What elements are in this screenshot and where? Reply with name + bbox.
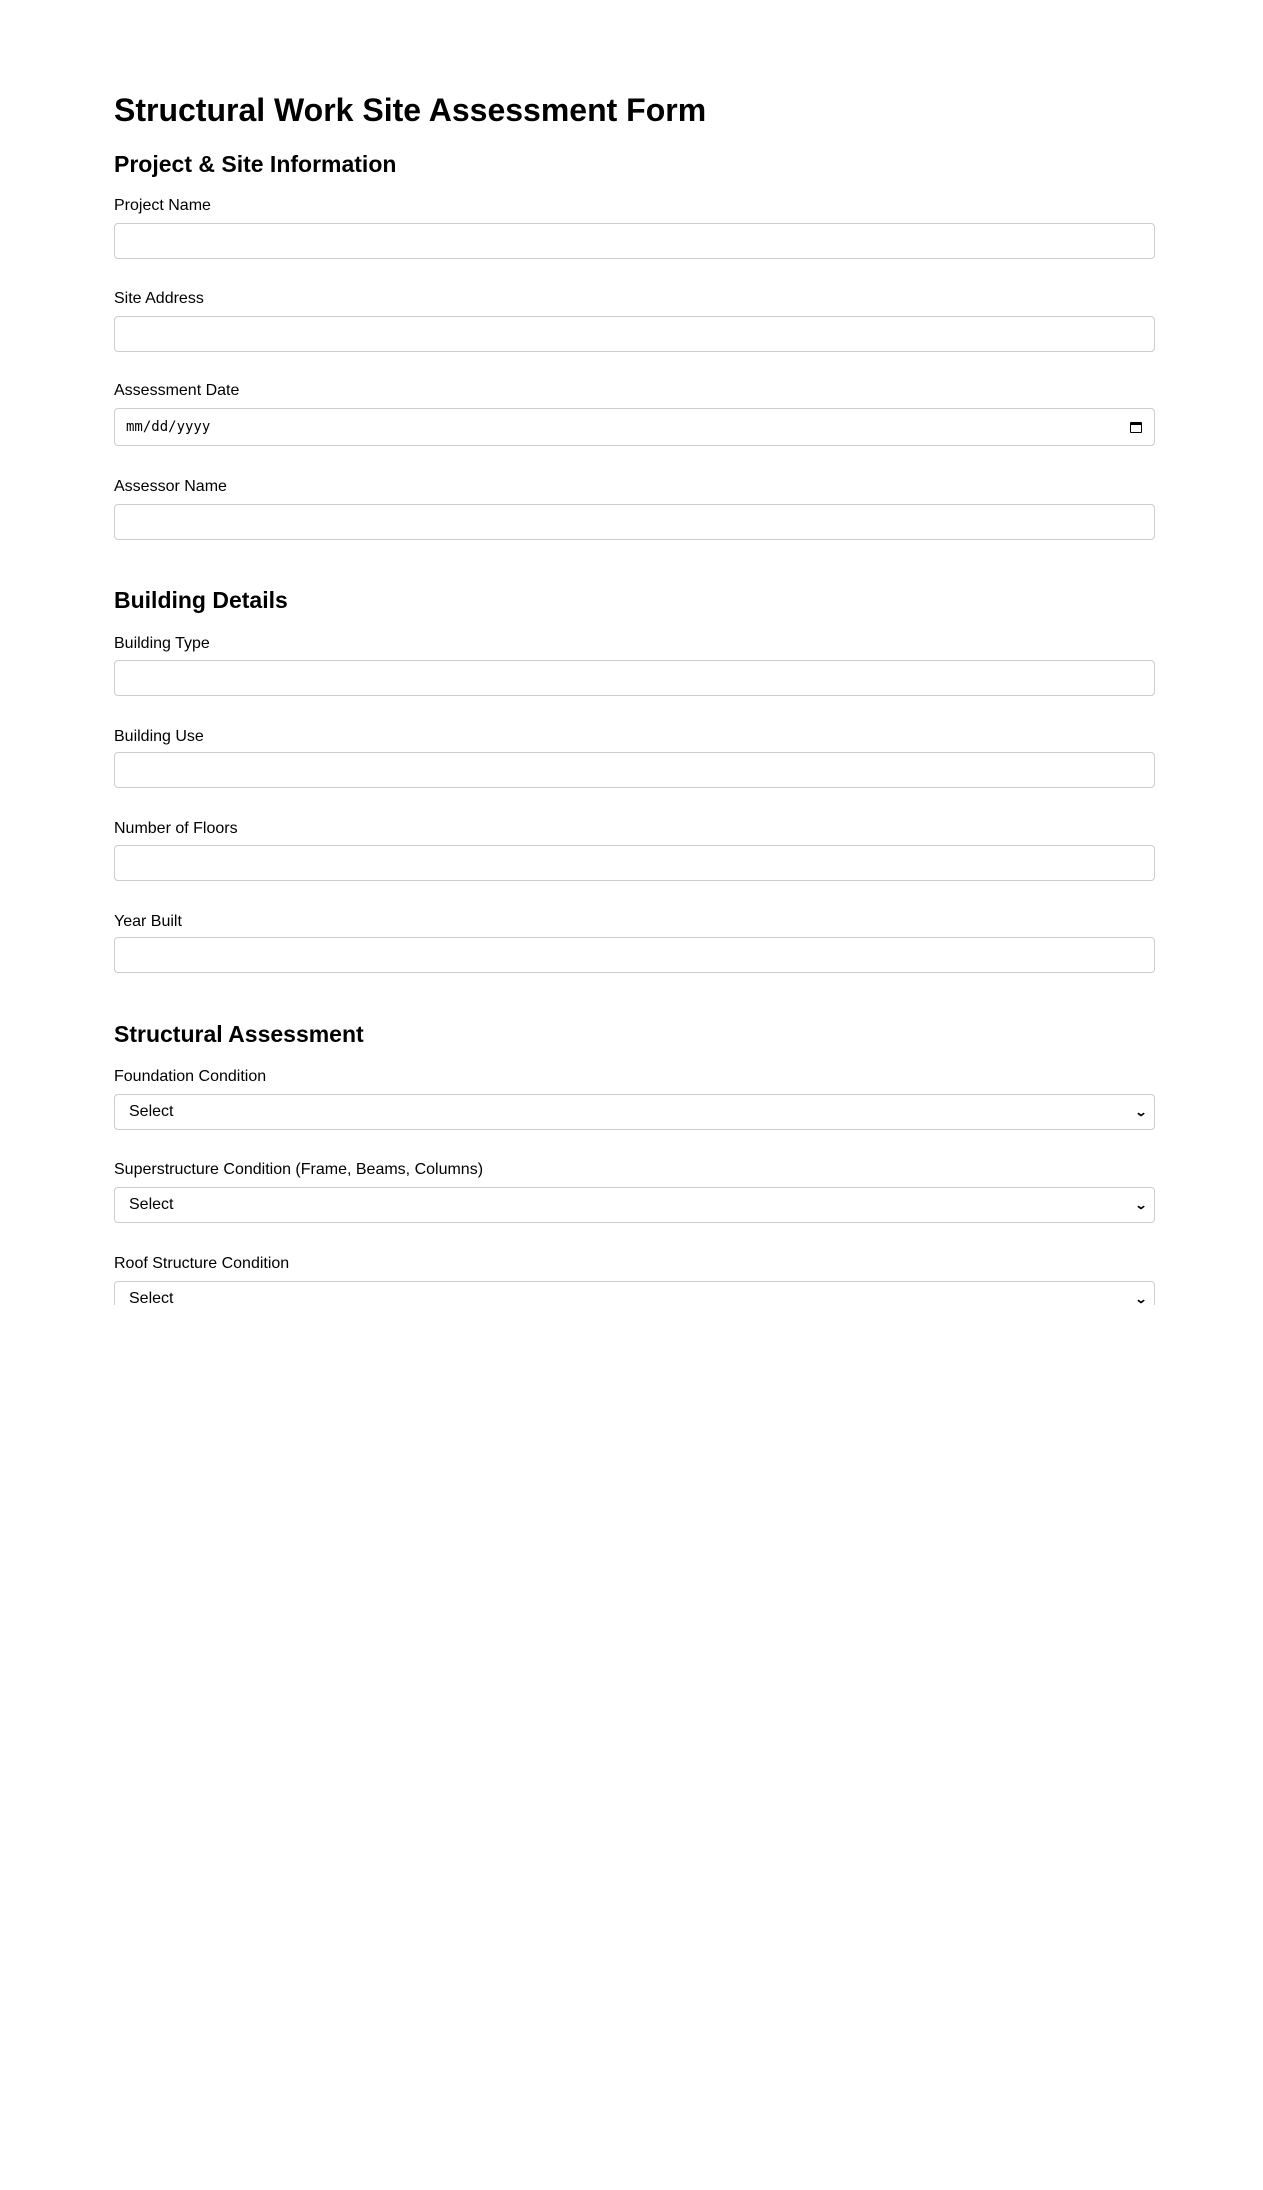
selected-value: Select: [129, 1103, 174, 1120]
calendar-icon[interactable]: [1130, 422, 1142, 433]
superstructure-condition-select[interactable]: [114, 1187, 1155, 1223]
project-name-input[interactable]: [114, 223, 1155, 259]
year-built-input[interactable]: [114, 937, 1155, 973]
label-superstructure-condition: Superstructure Condition (Frame, Beams, Columns): [114, 1161, 484, 1178]
chevron-down-icon: ⌄: [1134, 1292, 1148, 1305]
site-address-input[interactable]: [114, 316, 1155, 352]
page-title: Structural Work Site Assessment Form: [114, 92, 707, 128]
label-assessment-date: Assessment Date: [114, 382, 240, 399]
label-number-of-floors: Number of Floors: [114, 820, 238, 837]
label-building-use: Building Use: [114, 728, 204, 745]
label-assessor-name: Assessor Name: [114, 478, 227, 495]
section-heading-building: Building Details: [114, 587, 288, 613]
label-site-address: Site Address: [114, 290, 204, 307]
number-of-floors-input[interactable]: [114, 845, 1155, 881]
roof-structure-condition-select[interactable]: [114, 1281, 1155, 1305]
assessor-name-input[interactable]: [114, 504, 1155, 540]
section-heading-project: Project & Site Information: [114, 151, 397, 177]
section-heading-structural: Structural Assessment: [114, 1021, 364, 1047]
assessment-date-input[interactable]: [114, 408, 1155, 446]
date-placeholder: mm/dd/yyyy: [126, 419, 211, 435]
building-type-input[interactable]: [114, 660, 1155, 696]
foundation-condition-select[interactable]: [114, 1094, 1155, 1130]
chevron-down-icon: ⌄: [1134, 1105, 1148, 1119]
label-roof-structure-condition: Roof Structure Condition: [114, 1255, 290, 1272]
label-building-type: Building Type: [114, 635, 210, 652]
label-year-built: Year Built: [114, 913, 182, 930]
selected-value: Select: [129, 1290, 174, 1305]
label-foundation-condition: Foundation Condition: [114, 1068, 267, 1085]
chevron-down-icon: ⌄: [1134, 1198, 1148, 1212]
selected-value: Select: [129, 1196, 174, 1213]
label-project-name: Project Name: [114, 197, 211, 214]
building-use-input[interactable]: [114, 752, 1155, 788]
